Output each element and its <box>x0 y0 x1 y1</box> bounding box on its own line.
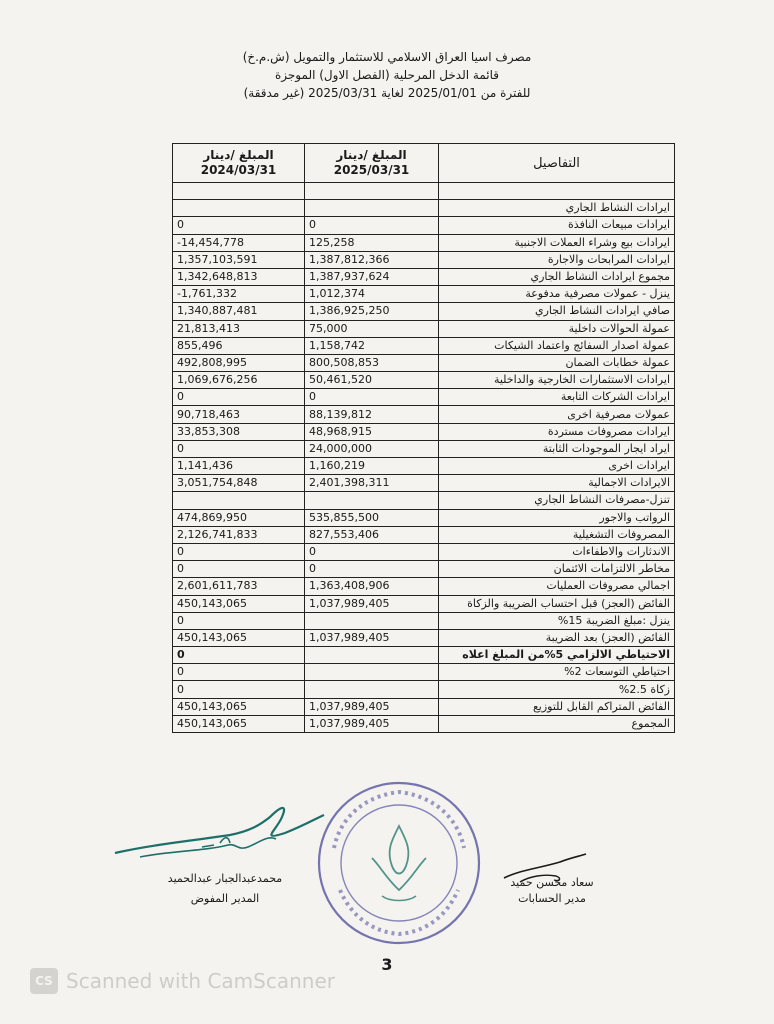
amount-2025: 88,139,812 <box>305 406 439 423</box>
table-row <box>173 561 675 578</box>
amount-2025: 0 <box>305 389 439 406</box>
header-2024-date: 2024/03/31 <box>200 163 277 177</box>
amount-2025: 48,968,915 <box>305 423 439 440</box>
statement-title: قائمة الدخل المرحلية (الفصل الاول) الموجزة <box>274 68 500 82</box>
row-label: صافي ايرادات النشاط الجاري <box>439 303 675 320</box>
row-label: ايرادات اخرى <box>439 458 675 475</box>
row-label: عمولة اصدار السفائج واعتماد الشيكات <box>439 337 675 354</box>
row-label: ايرادات مصروفات مستردة <box>439 423 675 440</box>
amount-2025: 1,037,989,405 <box>305 698 439 715</box>
row-label: المجموع <box>439 715 675 732</box>
table-row <box>173 492 675 509</box>
row-label: الاحتياطي الالزامي 5%من المبلغ اعلاه <box>439 647 675 664</box>
row-label: زكاة 2.5% <box>439 681 675 698</box>
row-label: الفائض (العجز) بعد الضريبة <box>439 629 675 646</box>
table-header-row <box>173 144 675 183</box>
amount-2025: 1,160,219 <box>305 458 439 475</box>
table-row <box>173 423 675 440</box>
amount-2025: 125,258 <box>305 234 439 251</box>
row-label: عمولات مصرفية اخرى <box>439 406 675 423</box>
spacer-cell <box>173 183 305 200</box>
amount-2024: 450,143,065 <box>173 715 305 732</box>
table-row <box>173 612 675 629</box>
watermark-text: Scanned with CamScanner <box>66 969 335 993</box>
right-signatory-title: مدير الحسابات <box>518 892 586 905</box>
amount-2024: 2,601,611,783 <box>173 578 305 595</box>
amount-2024: 33,853,308 <box>173 423 305 440</box>
table-row <box>173 440 675 457</box>
amount-2024: 1,357,103,591 <box>173 251 305 268</box>
table-row <box>173 526 675 543</box>
table-row <box>173 543 675 560</box>
row-label: ايرادات المرابحات والاجارة <box>439 251 675 268</box>
amount-2025: 1,158,742 <box>305 337 439 354</box>
income-statement-table <box>172 143 675 733</box>
amount-2025: 1,387,937,624 <box>305 268 439 285</box>
table-row <box>173 509 675 526</box>
table-row <box>173 337 675 354</box>
amount-2024: 0 <box>173 440 305 457</box>
page-number: 3 <box>381 955 393 974</box>
amount-2024: 0 <box>173 612 305 629</box>
amount-2025: 1,387,812,366 <box>305 251 439 268</box>
amount-2025: 0 <box>305 543 439 560</box>
table-row <box>173 217 675 234</box>
table-row <box>173 578 675 595</box>
amount-2024: 450,143,065 <box>173 698 305 715</box>
table-row <box>173 251 675 268</box>
amount-2024: 450,143,065 <box>173 629 305 646</box>
scanner-watermark <box>30 966 420 996</box>
amount-2024: 474,869,950 <box>173 509 305 526</box>
row-label: ايرادات بيع وشراء العملات الاجنبية <box>439 234 675 251</box>
amount-2025: 2,401,398,311 <box>305 475 439 492</box>
table-row <box>173 354 675 371</box>
amount-2025: 1,386,925,250 <box>305 303 439 320</box>
row-label: تنزل-مصرفات النشاط الجاري <box>439 492 675 509</box>
amount-2025: 1,012,374 <box>305 286 439 303</box>
amount-2024: 1,141,436 <box>173 458 305 475</box>
row-label: اجمالي مصروفات العمليات <box>439 578 675 595</box>
camscanner-logo-icon: CS <box>30 968 58 994</box>
table-row <box>173 647 675 664</box>
table-spacer-row <box>173 183 675 200</box>
row-label: الفائض المتراكم القابل للتوزيع <box>439 698 675 715</box>
amount-2025 <box>305 492 439 509</box>
header-2024 <box>173 144 305 183</box>
row-label: احتياطي التوسعات 2% <box>439 664 675 681</box>
row-label: ينزل :مبلغ الضريبة 15% <box>439 612 675 629</box>
document-header <box>0 48 774 102</box>
right-signatory-name: سعاد محسن حميد <box>510 876 594 889</box>
amount-2024: 492,808,995 <box>173 354 305 371</box>
table-row <box>173 372 675 389</box>
amount-2024: 0 <box>173 389 305 406</box>
amount-2024: -14,454,778 <box>173 234 305 251</box>
row-label: عمولة الحوالات داخلية <box>439 320 675 337</box>
amount-2024: 0 <box>173 217 305 234</box>
table-row <box>173 629 675 646</box>
amount-2025: 827,553,406 <box>305 526 439 543</box>
table-row <box>173 681 675 698</box>
row-label: المصروفات التشغيلية <box>439 526 675 543</box>
amount-2025 <box>305 200 439 217</box>
amount-2025 <box>305 612 439 629</box>
row-label: الايرادات الاجمالية <box>439 475 675 492</box>
amount-2025 <box>305 647 439 664</box>
amount-2024: 0 <box>173 647 305 664</box>
amount-2024: 3,051,754,848 <box>173 475 305 492</box>
amount-2024: 1,342,648,813 <box>173 268 305 285</box>
table-row <box>173 234 675 251</box>
amount-2025: 1,037,989,405 <box>305 629 439 646</box>
header-2024-label: المبلغ /دينار <box>203 148 274 162</box>
amount-2024: 2,126,741,833 <box>173 526 305 543</box>
header-2025 <box>305 144 439 183</box>
spacer-cell <box>305 183 439 200</box>
amount-2025: 1,363,408,906 <box>305 578 439 595</box>
amount-2025: 24,000,000 <box>305 440 439 457</box>
bank-name: مصرف اسيا العراق الاسلامي للاستثمار والتمويل (ش.م.خ) <box>242 50 532 64</box>
row-label: ايرادات الاستثمارات الخارجية والداخلية <box>439 372 675 389</box>
amount-2025: 0 <box>305 217 439 234</box>
row-label: ايرادات مبيعات النافذة <box>439 217 675 234</box>
table-row <box>173 200 675 217</box>
amount-2025: 1,037,989,405 <box>305 715 439 732</box>
amount-2024: -1,761,332 <box>173 286 305 303</box>
amount-2025: 75,000 <box>305 320 439 337</box>
table-row <box>173 389 675 406</box>
statement-period: للفترة من 2025/01/01 لغاية 2025/03/31 (غير مدققة) <box>243 86 531 100</box>
amount-2024: 0 <box>173 561 305 578</box>
row-label: ايراد ايجار الموجودات الثابتة <box>439 440 675 457</box>
bank-seal-stamp <box>312 778 487 948</box>
amount-2024: 1,069,676,256 <box>173 372 305 389</box>
amount-2024: 0 <box>173 543 305 560</box>
row-label: عمولة خطابات الضمان <box>439 354 675 371</box>
row-label: ايرادات النشاط الجاري <box>439 200 675 217</box>
table-row <box>173 698 675 715</box>
amount-2025: 50,461,520 <box>305 372 439 389</box>
row-label: ايرادات الشركات التابعة <box>439 389 675 406</box>
header-2025-label: المبلغ /دينار <box>336 148 407 162</box>
amount-2025: 800,508,853 <box>305 354 439 371</box>
table-row <box>173 286 675 303</box>
amount-2024: 90,718,463 <box>173 406 305 423</box>
table-row <box>173 715 675 732</box>
managing-director-signature <box>110 795 330 865</box>
amount-2025 <box>305 681 439 698</box>
row-label: مجموع ايرادات النشاط الجاري <box>439 268 675 285</box>
amount-2024: 450,143,065 <box>173 595 305 612</box>
left-signatory-title: المدير المفوض <box>190 892 260 905</box>
amount-2024: 0 <box>173 664 305 681</box>
row-label: الفائض (العجز) قبل احتساب الضريبة والزكاة <box>439 595 675 612</box>
header-2025-date: 2025/03/31 <box>333 163 410 177</box>
row-label: مخاطر الالتزامات الائتمان <box>439 561 675 578</box>
table-row <box>173 320 675 337</box>
table-row <box>173 303 675 320</box>
table-row <box>173 406 675 423</box>
amount-2025: 535,855,500 <box>305 509 439 526</box>
table-row <box>173 595 675 612</box>
spacer-cell <box>439 183 675 200</box>
amount-2025: 0 <box>305 561 439 578</box>
left-signatory-name: محمدعبدالجبار عبدالحميد <box>167 872 283 885</box>
header-details: التفاصيل <box>439 144 675 183</box>
amount-2025: 1,037,989,405 <box>305 595 439 612</box>
amount-2024: 21,813,413 <box>173 320 305 337</box>
amount-2024 <box>173 200 305 217</box>
row-label: ينزل - عمولات مصرفية مدفوعة <box>439 286 675 303</box>
table-row <box>173 475 675 492</box>
amount-2025 <box>305 664 439 681</box>
row-label: الاندثارات والاطفاءات <box>439 543 675 560</box>
amount-2024: 855,496 <box>173 337 305 354</box>
row-label: الرواتب والاجور <box>439 509 675 526</box>
table-row <box>173 268 675 285</box>
amount-2024: 1,340,887,481 <box>173 303 305 320</box>
table-row <box>173 458 675 475</box>
table-row <box>173 664 675 681</box>
amount-2024 <box>173 492 305 509</box>
amount-2024: 0 <box>173 681 305 698</box>
table-body <box>173 200 675 733</box>
